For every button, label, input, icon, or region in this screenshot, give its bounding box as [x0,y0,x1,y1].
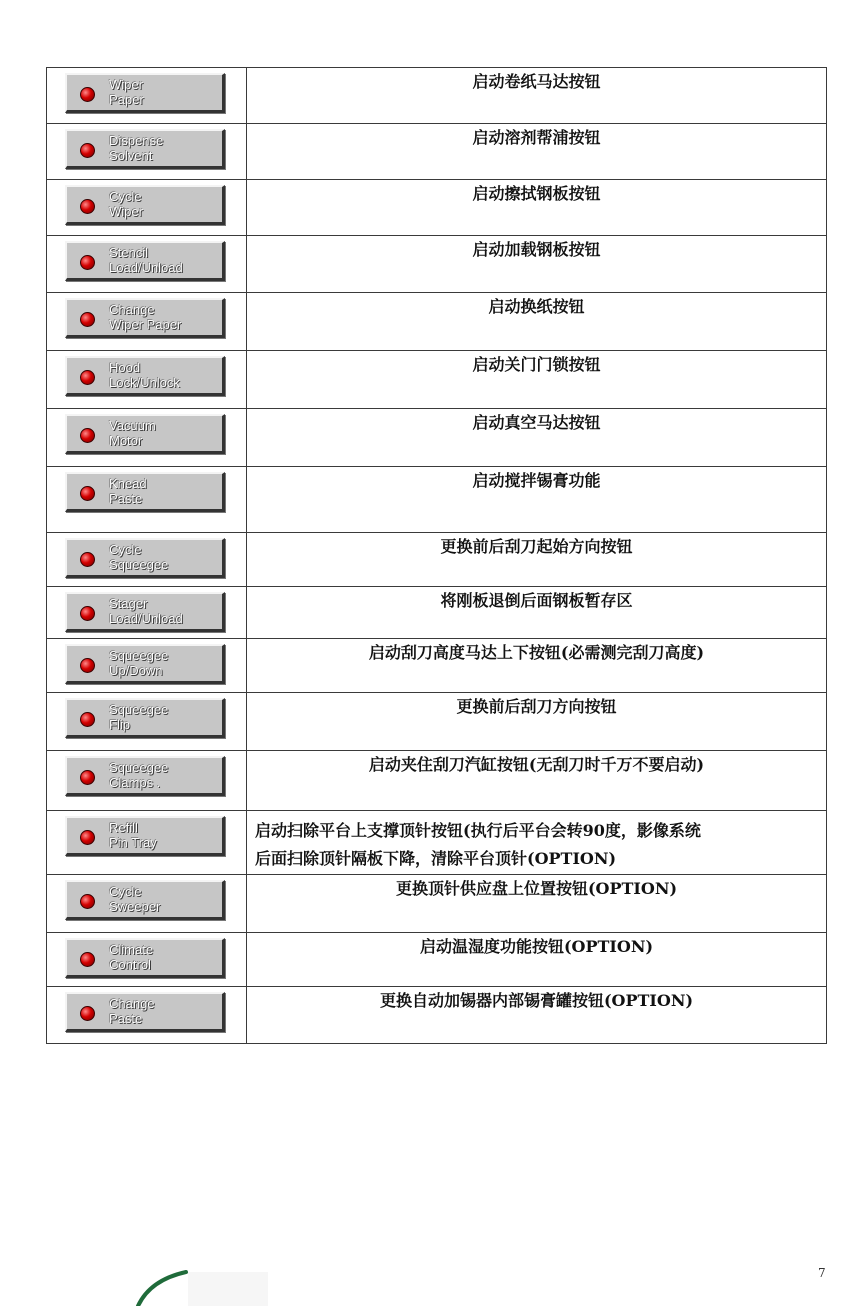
button-cell [47,293,247,351]
table-row [47,68,827,124]
description-cell: 启动溶剂帮浦按钮 [247,124,827,180]
button-label [109,476,220,506]
cycle-squeegee-button[interactable] [65,538,225,578]
table-row [47,467,827,533]
knead-paste-button[interactable] [65,472,225,512]
table-row [47,875,827,933]
table-row [47,751,827,811]
wiper-paper-button[interactable] [65,73,225,113]
button-label-line1: Squeegee [109,648,169,663]
button-label [109,648,220,678]
description-cell: 启动擦拭钢板按钮 [247,180,827,236]
logo-icon [128,1266,278,1306]
description-cell: 更换前后刮刀方向按钮 [247,693,827,751]
vacuum-motor-button[interactable] [65,414,225,454]
table-row [47,533,827,587]
refill-pin-tray-button[interactable] [65,816,225,856]
red-led-icon [80,312,95,327]
button-cell [47,533,247,587]
button-label [109,418,220,448]
table-row [47,180,827,236]
button-cell [47,409,247,467]
button-label [109,942,220,972]
button-label-line1: Stager [109,596,148,611]
red-led-icon [80,658,95,673]
cycle-wiper-button[interactable] [65,185,225,225]
red-led-icon [80,770,95,785]
button-label-line2: Wiper [109,204,143,219]
table-row [47,124,827,180]
table-row [47,693,827,751]
button-cell [47,467,247,533]
button-cell [47,811,247,875]
description-cell [247,811,827,875]
red-led-icon [80,606,95,621]
button-label-line2: Paste [109,1011,143,1026]
button-label-line2: Sweeper [109,899,161,914]
button-label [109,702,220,732]
table-row [47,639,827,693]
description-cell: 启动关门门锁按钮 [247,351,827,409]
button-label [109,596,220,626]
stager-load-unload-button[interactable] [65,592,225,632]
description-cell: 启动夹住刮刀汽缸按钮(无刮刀时千万不要启动) [247,751,827,811]
table-row [47,236,827,293]
description-cell: 启动真空马达按钮 [247,409,827,467]
button-label-line2: Load/Unload [109,260,183,275]
button-label [109,820,220,850]
red-led-icon [80,255,95,270]
button-label [109,133,220,163]
climate-control-button[interactable] [65,938,225,978]
description-cell: 启动卷纸马达按钮 [247,68,827,124]
button-label-line2: Wiper Paper [109,317,182,332]
button-label [109,245,220,275]
button-label [109,77,220,107]
table-row [47,351,827,409]
button-cell [47,875,247,933]
red-led-icon [80,486,95,501]
squeegee-clamps-button[interactable] [65,756,225,796]
description-cell: 更换自动加锡器内部锡膏罐按钮(OPTION) [247,987,827,1044]
dispense-solvent-button[interactable] [65,129,225,169]
table-row [47,587,827,639]
button-cell [47,693,247,751]
red-led-icon [80,894,95,909]
button-label-line1: Cycle [109,884,142,899]
red-led-icon [80,830,95,845]
button-label-line2: Clamps . [109,775,161,790]
description-line2: 后面扫除顶针隔板下降，清除平台顶针(OPTION) [255,849,617,868]
table-row [47,293,827,351]
button-label [109,542,220,572]
button-label-line2: Paper [109,92,144,107]
button-cell [47,987,247,1044]
red-led-icon [80,552,95,567]
button-reference-table [46,67,827,1044]
button-cell [47,180,247,236]
button-label [109,760,220,790]
button-label-line1: Squeegee [109,702,169,717]
table-row [47,987,827,1044]
button-label [109,996,220,1026]
button-cell [47,933,247,987]
red-led-icon [80,1006,95,1021]
button-label-line1: Hood [109,360,141,375]
description-cell: 更换前后刮刀起始方向按钮 [247,533,827,587]
cycle-sweeper-button[interactable] [65,880,225,920]
button-cell [47,587,247,639]
button-label-line2: Load/Unload [109,611,183,626]
button-label-line2: Control [109,957,151,972]
button-cell [47,751,247,811]
squeegee-up-down-button[interactable] [65,644,225,684]
red-led-icon [80,712,95,727]
button-label-line2: Paste [109,491,143,506]
button-label-line2: Lock/Unlock [109,375,180,390]
button-label-line2: Up/Down [109,663,163,678]
button-label-line2: Motor [109,433,143,448]
button-label-line1: Knead [109,476,147,491]
red-led-icon [80,428,95,443]
red-led-icon [80,370,95,385]
red-led-icon [80,143,95,158]
button-label-line1: Wiper [109,77,143,92]
description-cell: 启动换纸按钮 [247,293,827,351]
button-cell [47,124,247,180]
hood-lock-unlock-button[interactable] [65,356,225,396]
button-cell [47,351,247,409]
button-label-line2: Pin Tray [109,835,157,850]
button-cell [47,68,247,124]
button-label-line1: Change [109,996,155,1011]
description-cell: 启动搅拌锡膏功能 [247,467,827,533]
button-label [109,189,220,219]
description-cell: 更换顶针供应盘上位置按钮(OPTION) [247,875,827,933]
red-led-icon [80,952,95,967]
button-label-line1: Cycle [109,542,142,557]
button-cell [47,639,247,693]
button-label-line1: Change [109,302,155,317]
button-label [109,360,220,390]
description-cell: 将刚板退倒后面钢板暂存区 [247,587,827,639]
description-cell: 启动刮刀高度马达上下按钮(必需测完刮刀高度) [247,639,827,693]
page-number: 7 [818,1266,826,1280]
table-row [47,933,827,987]
button-label [109,884,220,914]
change-wiper-paper-button[interactable] [65,298,225,338]
button-label-line1: Dispense [109,133,164,148]
description-line1: 启动扫除平台上支撑顶针按钮(执行后平台会转90度，影像系统 [255,821,701,840]
description-cell: 启动温湿度功能按钮(OPTION) [247,933,827,987]
button-label-line2: Flip [109,717,130,732]
button-label-line1: Refill [109,820,138,835]
button-label [109,302,220,332]
squeegee-flip-button[interactable] [65,698,225,738]
stencil-load-unload-button[interactable] [65,241,225,281]
change-paste-button[interactable] [65,992,225,1032]
table-row [47,409,827,467]
red-led-icon [80,199,95,214]
button-label-line1: Cycle [109,189,142,204]
button-label-line1: Vacuum [109,418,156,433]
button-label-line1: Squeegee [109,760,169,775]
button-label-line2: Squeegee [109,557,169,572]
button-label-line1: Climate [109,942,154,957]
button-cell [47,236,247,293]
button-label-line1: Stencil [109,245,149,260]
red-led-icon [80,87,95,102]
description-cell: 启动加载钢板按钮 [247,236,827,293]
table-row [47,811,827,875]
button-label-line2: Solvent [109,148,153,163]
